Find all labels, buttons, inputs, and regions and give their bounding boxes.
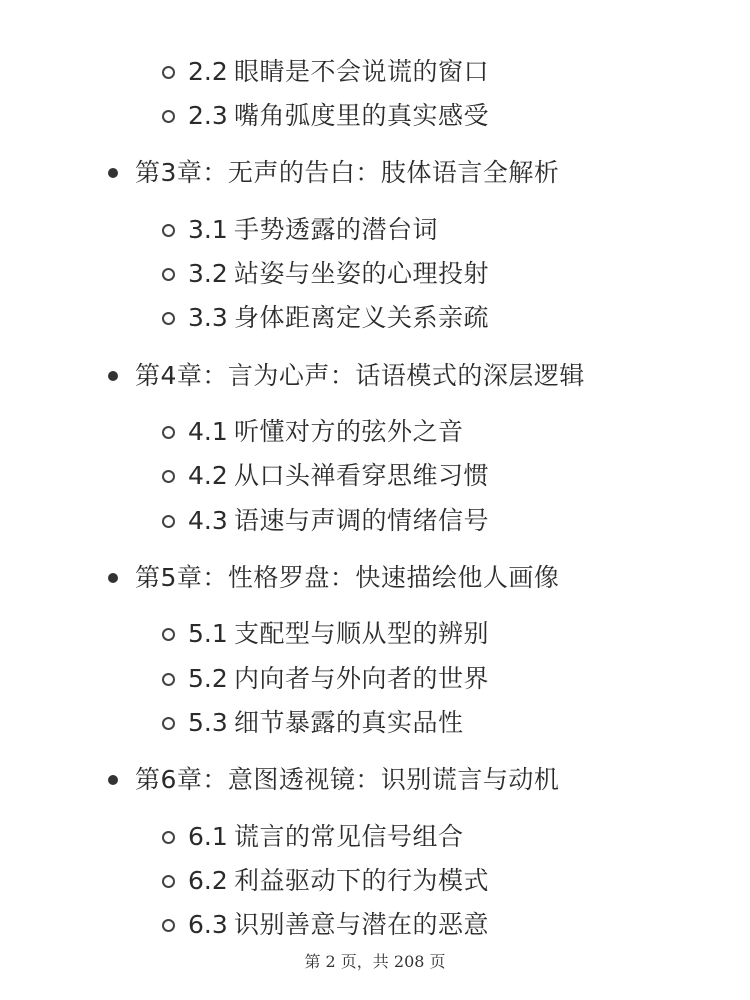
toc-section-5-1[interactable] [0, 614, 750, 654]
toc-chapter-5[interactable] [0, 558, 750, 598]
toc-section-3-1[interactable] [0, 210, 750, 250]
section-number: 2.2 [188, 57, 228, 86]
toc-section-3-3[interactable] [0, 298, 750, 338]
solid-bullet-icon [108, 573, 118, 583]
section-number: 6.1 [188, 822, 228, 851]
hollow-bullet-icon [162, 312, 175, 325]
toc-section-5-3[interactable] [0, 703, 750, 743]
section-title: 站姿与坐姿的心理投射 [234, 259, 490, 288]
chapter-title: 第6章：意图透视镜：识别谎言与动机 [135, 765, 560, 794]
section-number: 4.1 [188, 417, 228, 446]
toc-section-4-1[interactable] [0, 412, 750, 452]
section-title: 身体距离定义关系亲疏 [234, 303, 490, 332]
section-number: 6.2 [188, 866, 228, 895]
section-title: 支配型与顺从型的辨别 [234, 619, 490, 648]
hollow-bullet-icon [162, 831, 175, 844]
hollow-bullet-icon [162, 268, 175, 281]
hollow-bullet-icon [162, 66, 175, 79]
section-number: 5.1 [188, 619, 228, 648]
section-title: 听懂对方的弦外之音 [234, 417, 464, 446]
section-title: 利益驱动下的行为模式 [234, 866, 490, 895]
hollow-bullet-icon [162, 919, 175, 932]
toc-section-2-3[interactable] [0, 96, 750, 136]
toc-section-3-2[interactable] [0, 254, 750, 294]
hollow-bullet-icon [162, 426, 175, 439]
section-title: 从口头禅看穿思维习惯 [234, 461, 490, 490]
toc-section-6-1[interactable] [0, 817, 750, 857]
section-number: 3.1 [188, 215, 228, 244]
section-number: 5.2 [188, 664, 228, 693]
toc-section-6-3[interactable] [0, 905, 750, 945]
toc-chapter-4[interactable] [0, 356, 750, 396]
page-number-footer: 第 2 页，共 208 页 [304, 952, 446, 971]
section-title: 语速与声调的情绪信号 [234, 506, 490, 535]
toc-section-6-2[interactable] [0, 861, 750, 901]
section-title: 嘴角弧度里的真实感受 [234, 101, 490, 130]
section-number: 3.3 [188, 303, 228, 332]
section-number: 2.3 [188, 101, 228, 130]
section-number: 4.2 [188, 461, 228, 490]
toc-section-2-2[interactable] [0, 52, 750, 92]
solid-bullet-icon [108, 775, 118, 785]
hollow-bullet-icon [162, 875, 175, 888]
toc-chapter-6[interactable] [0, 760, 750, 800]
section-title: 细节暴露的真实品性 [234, 708, 464, 737]
section-title: 眼睛是不会说谎的窗口 [234, 57, 490, 86]
hollow-bullet-icon [162, 515, 175, 528]
hollow-bullet-icon [162, 110, 175, 123]
toc-section-5-2[interactable] [0, 659, 750, 699]
hollow-bullet-icon [162, 224, 175, 237]
section-number: 6.3 [188, 910, 228, 939]
solid-bullet-icon [108, 168, 118, 178]
hollow-bullet-icon [162, 673, 175, 686]
section-number: 5.3 [188, 708, 228, 737]
chapter-title: 第3章：无声的告白：肢体语言全解析 [135, 158, 560, 187]
toc-chapter-3[interactable] [0, 153, 750, 193]
chapter-title: 第5章：性格罗盘：快速描绘他人画像 [135, 563, 560, 592]
section-title: 手势透露的潜台词 [234, 215, 439, 244]
section-number: 3.2 [188, 259, 228, 288]
hollow-bullet-icon [162, 717, 175, 730]
solid-bullet-icon [108, 371, 118, 381]
section-number: 4.3 [188, 506, 228, 535]
toc-section-4-3[interactable] [0, 501, 750, 541]
section-title: 内向者与外向者的世界 [234, 664, 490, 693]
section-title: 谎言的常见信号组合 [234, 822, 464, 851]
hollow-bullet-icon [162, 470, 175, 483]
chapter-title: 第4章：言为心声：话语模式的深层逻辑 [135, 361, 585, 390]
hollow-bullet-icon [162, 628, 175, 641]
section-title: 识别善意与潜在的恶意 [234, 910, 490, 939]
toc-section-4-2[interactable] [0, 456, 750, 496]
